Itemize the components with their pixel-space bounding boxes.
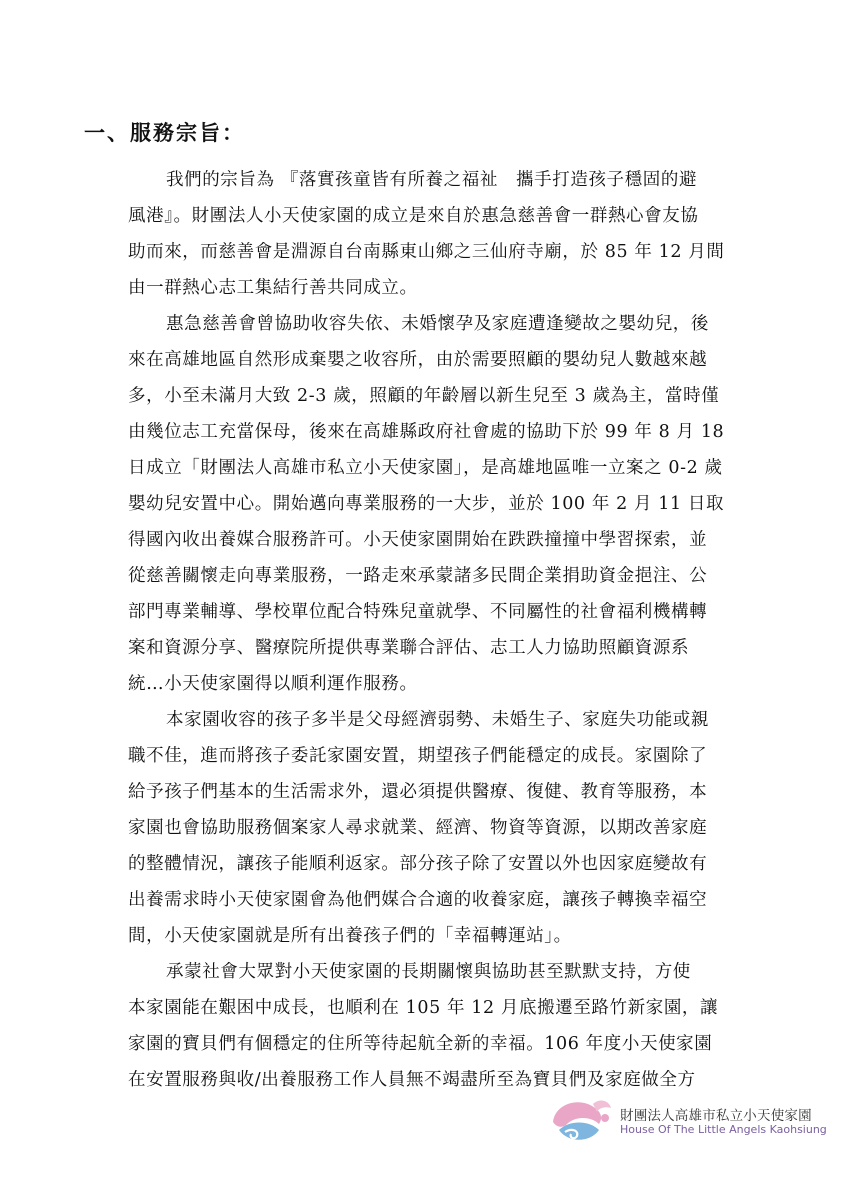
text-line: 給予孩子們基本的生活需求外，還必須提供醫療、復健、教育等服務，本 bbox=[128, 782, 708, 802]
text-line: 日成立「財團法人高雄市私立小天使家園」，是高雄地區唯一立案之 0-2 歲 bbox=[128, 458, 723, 478]
text-line: 統…小天使家園得以順利運作服務。 bbox=[128, 674, 418, 694]
text-line: 由一群熱心志工集結行善共同成立。 bbox=[128, 278, 418, 298]
org-name-english: House Of The Little Angels Kaohsiung bbox=[620, 1123, 827, 1136]
text-line: 助而來，而慈善會是淵源自台南縣東山鄉之三仙府寺廟，於 85 年 12 月間 bbox=[128, 242, 725, 262]
little-angels-logo-icon bbox=[545, 1090, 625, 1150]
text-line: 間，小天使家園就是所有出養孩子們的「幸福轉運站」。 bbox=[128, 926, 572, 946]
text-line: 風港』。財團法人小天使家園的成立是來自於惠急慈善會一群熱心會友協 bbox=[128, 206, 699, 226]
text-line: 家園的寶貝們有個穩定的住所等待起航全新的幸福。106 年度小天使家園 bbox=[128, 1034, 713, 1054]
text-line: 本家園收容的孩子多半是父母經濟弱勢、未婚生子、家庭失功能或親 bbox=[166, 710, 709, 730]
text-line: 來在高雄地區自然形成棄嬰之收容所，由於需要照顧的嬰幼兒人數越來越 bbox=[128, 350, 708, 370]
text-line: 得國內收出養媒合服務許可。小天使家園開始在跌跌撞撞中學習探索，並 bbox=[128, 530, 708, 550]
text-line: 家園也會協助服務個案家人尋求就業、經濟、物資等資源，以期改善家庭 bbox=[128, 818, 708, 838]
text-line: 職不佳，進而將孩子委託家園安置，期望孩子們能穩定的成長。家園除了 bbox=[128, 746, 708, 766]
org-name-chinese: 財團法人高雄市私立小天使家園 bbox=[620, 1108, 812, 1124]
text-line: 惠急慈善會曾協助收容失依、未婚懷孕及家庭遭逢變故之嬰幼兒，後 bbox=[166, 314, 709, 334]
text-line: 部門專業輔導、學校單位配合特殊兒童就學、不同屬性的社會福利機構轉 bbox=[128, 602, 708, 622]
text-line: 案和資源分享、醫療院所提供專業聯合評估、志工人力協助照顧資源系 bbox=[128, 638, 690, 658]
text-line: 多，小至未滿月大致 2-3 歲，照顧的年齡層以新生兒至 3 歲為主，當時僅 bbox=[128, 386, 720, 406]
text-line: 的整體情況，讓孩子能順利返家。部分孩子除了安置以外也因家庭變故有 bbox=[128, 854, 708, 874]
footer-logo bbox=[545, 1090, 827, 1150]
text-line: 出養需求時小天使家園會為他們媒合合適的收養家庭，讓孩子轉換幸福空 bbox=[128, 890, 708, 910]
section-heading: 一、服務宗旨： bbox=[84, 120, 245, 145]
body-text bbox=[128, 162, 768, 1098]
text-line: 由幾位志工充當保母，後來在高雄縣政府社會處的協助下於 99 年 8 月 18 bbox=[128, 422, 725, 442]
text-line: 本家園能在艱困中成長，也順利在 105 年 12 月底搬遷至路竹新家園，讓 bbox=[128, 998, 719, 1018]
text-line: 從慈善關懷走向專業服務，一路走來承蒙諸多民間企業捐助資金挹注、公 bbox=[128, 566, 708, 586]
text-line: 嬰幼兒安置中心。開始邁向專業服務的一大步，並於 100 年 2 月 11 日取 bbox=[128, 494, 725, 514]
text-line: 我們的宗旨為 『落實孩童皆有所養之福祉 攜手打造孩子穩固的避 bbox=[166, 170, 698, 190]
text-line: 承蒙社會大眾對小天使家園的長期關懷與協助甚至默默支持，方使 bbox=[166, 962, 691, 982]
text-line: 在安置服務與收/出養服務工作人員無不竭盡所至為寶貝們及家庭做全方 bbox=[128, 1070, 696, 1090]
